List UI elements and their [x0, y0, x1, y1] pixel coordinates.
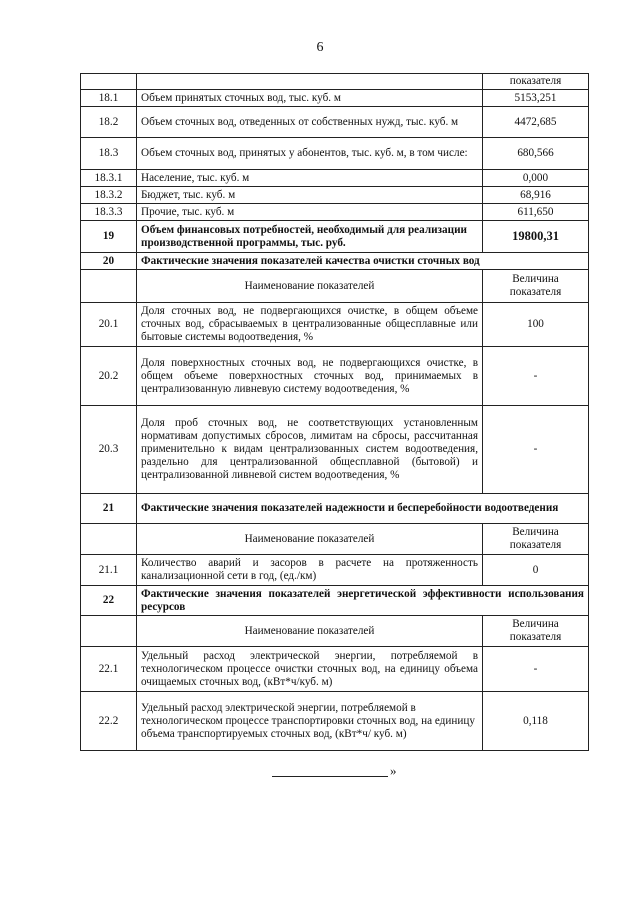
header-empty-cell	[81, 616, 137, 647]
row-value-cell: 100	[483, 303, 589, 347]
row-description-cell: Объем финансовых потребностей, необходимый для реализации производственной программы, тыс. руб.	[137, 221, 483, 253]
table-row	[81, 221, 589, 253]
row-value-cell: 611,650	[483, 204, 589, 221]
row-description-cell	[137, 74, 483, 90]
row-description-cell: Доля проб сточных вод, не соответствующих установленным нормативам допустимых сбросов, лимитам на сбросы, рассчитанная применительно к видам централизованных систем водоотведения, раздельно для централизованной общесплавной (бытовой) и централизованной ливневой систем водоотведения, %	[137, 406, 483, 494]
row-description-cell: Население, тыс. куб. м	[137, 170, 483, 187]
header-value-cell: Величина показателя	[483, 616, 589, 647]
signature-line	[272, 776, 388, 777]
section-number-cell: 21	[81, 494, 137, 524]
indicators-table	[80, 73, 589, 751]
section-title-cell: Фактические значения показателей качества очистки сточных вод	[137, 253, 589, 270]
column-header-row	[81, 270, 589, 303]
row-description-cell: Объем сточных вод, отведенных от собственных нужд, тыс. куб. м	[137, 107, 483, 138]
table-row	[81, 692, 589, 751]
table-row	[81, 204, 589, 221]
row-value-cell: 0,118	[483, 692, 589, 751]
row-number-cell: 22.2	[81, 692, 137, 751]
header-name-cell: Наименование показателей	[137, 270, 483, 303]
table-row	[81, 138, 589, 170]
section-row	[81, 586, 589, 616]
row-description-cell: Объем сточных вод, принятых у абонентов, тыс. куб. м, в том числе:	[137, 138, 483, 170]
row-value-cell: 0,000	[483, 170, 589, 187]
section-row	[81, 494, 589, 524]
table-row	[81, 406, 589, 494]
row-number-cell: 19	[81, 221, 137, 253]
header-empty-cell	[81, 270, 137, 303]
section-number-cell: 20	[81, 253, 137, 270]
row-value-cell: -	[483, 647, 589, 692]
row-description-cell: Доля поверхностных сточных вод, не подвергающихся очистке, в общем объеме поверхностных сточных вод, принимаемых в централизованную ливневую систему водоотведения, %	[137, 347, 483, 406]
row-number-cell: 18.3.2	[81, 187, 137, 204]
table-row	[81, 107, 589, 138]
section-number-cell: 22	[81, 586, 137, 616]
section-row	[81, 253, 589, 270]
header-empty-cell	[81, 524, 137, 555]
row-value-cell: -	[483, 406, 589, 494]
row-value-cell: 0	[483, 555, 589, 586]
row-number-cell: 22.1	[81, 647, 137, 692]
table-row	[81, 170, 589, 187]
row-value-cell: -	[483, 347, 589, 406]
section-title-cell: Фактические значения показателей надежности и бесперебойности водоотведения	[137, 494, 589, 524]
table-row	[81, 555, 589, 586]
row-number-cell: 18.3.1	[81, 170, 137, 187]
row-description-cell: Прочие, тыс. куб. м	[137, 204, 483, 221]
table-row	[81, 647, 589, 692]
row-number-cell: 18.1	[81, 90, 137, 107]
row-number-cell: 20.1	[81, 303, 137, 347]
page-number: 6	[316, 40, 324, 55]
row-number-cell: 20.2	[81, 347, 137, 406]
header-value-cell: Величина показателя	[483, 270, 589, 303]
row-number-cell: 18.3.3	[81, 204, 137, 221]
header-name-cell: Наименование показателей	[137, 524, 483, 555]
row-description-cell: Доля сточных вод, не подвергающихся очистке, в общем объеме сточных вод, сбрасываемых в централизованные общесплавные или бытовые системы водоотведения, %	[137, 303, 483, 347]
row-description-cell: Удельный расход электрической энергии, потребляемой в технологическом процессе очистки сточных вод, на единицу объема очищаемых сточных вод, (кВт*ч/куб. м)	[137, 647, 483, 692]
table-row	[81, 90, 589, 107]
row-number-cell	[81, 74, 137, 90]
row-description-cell: Бюджет, тыс. куб. м	[137, 187, 483, 204]
header-name-cell: Наименование показателей	[137, 616, 483, 647]
table-row	[81, 187, 589, 204]
section-title-cell: Фактические значения показателей энергетической эффективности использования ресурсов	[137, 586, 589, 616]
row-value-cell: 680,566	[483, 138, 589, 170]
row-description-cell: Количество аварий и засоров в расчете на протяженность канализационной сети в год, (ед./км)	[137, 555, 483, 586]
row-value-cell: 4472,685	[483, 107, 589, 138]
table-row	[81, 303, 589, 347]
table-row	[81, 347, 589, 406]
row-number-cell: 20.3	[81, 406, 137, 494]
row-value-cell: 19800,31	[483, 221, 589, 253]
row-number-cell: 18.2	[81, 107, 137, 138]
column-header-row	[81, 616, 589, 647]
row-value-cell: 68,916	[483, 187, 589, 204]
table-row	[81, 74, 589, 90]
closing-mark	[272, 764, 402, 782]
row-value-cell: показателя	[483, 74, 589, 90]
closing-quote: »	[390, 763, 397, 778]
header-value-cell: Величина показателя	[483, 524, 589, 555]
column-header-row	[81, 524, 589, 555]
row-description-cell: Удельный расход электрической энергии, потребляемой в технологическом процессе транспортировки сточных вод, на единицу объема транспортируемых сточных вод, (кВт*ч/ куб. м)	[137, 692, 483, 751]
row-description-cell: Объем принятых сточных вод, тыс. куб. м	[137, 90, 483, 107]
row-value-cell: 5153,251	[483, 90, 589, 107]
row-number-cell: 18.3	[81, 138, 137, 170]
row-number-cell: 21.1	[81, 555, 137, 586]
